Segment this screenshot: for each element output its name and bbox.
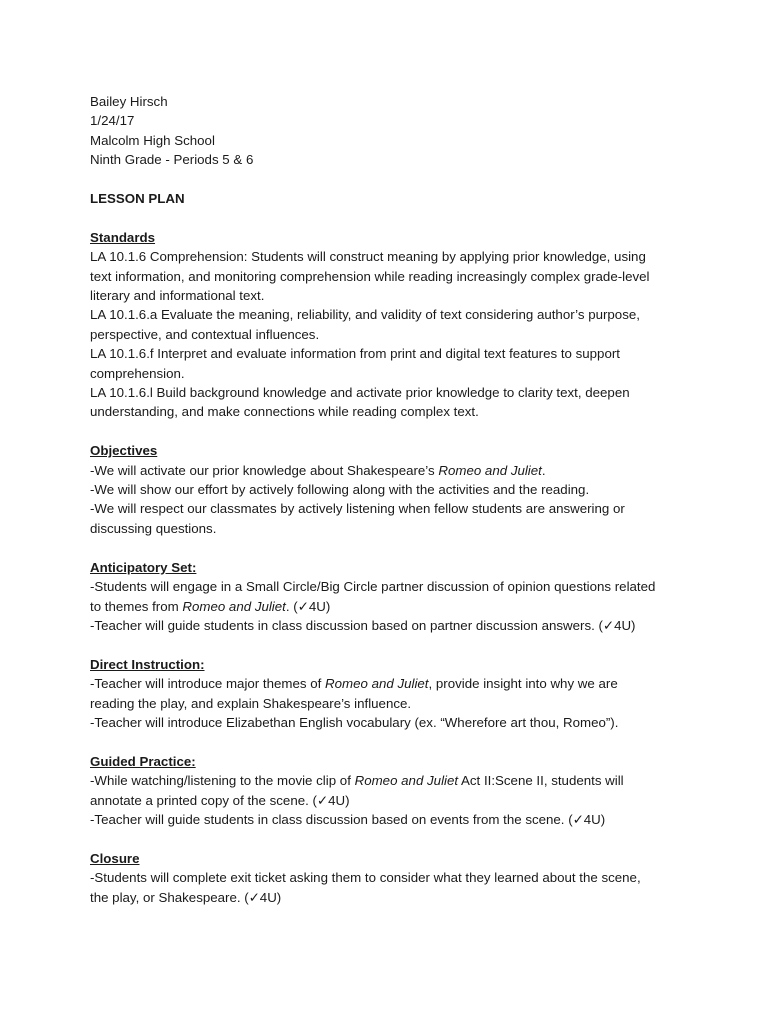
standards-line: LA 10.1.6.l Build background knowledge and activate prior knowledge to clarity text, deepen — [90, 385, 630, 401]
spacer — [90, 829, 690, 848]
direct-instruction-item: -Teacher will introduce Elizabethan English vocabulary (ex. “Wherefore art thou, Romeo”). — [90, 714, 619, 730]
play-title: Romeo and Juliet — [325, 676, 429, 692]
direct-instruction-heading: Direct Instruction: — [90, 656, 205, 672]
direct-instruction-section — [90, 655, 690, 733]
objective-item: -We will show our effort by actively following along with the activities and the reading. — [90, 482, 590, 498]
guided-practice-heading: Guided Practice: — [90, 753, 196, 769]
spacer — [90, 538, 690, 557]
standards-line: comprehension. — [90, 365, 185, 381]
standards-line: perspective, and contextual influences. — [90, 326, 320, 342]
guided-practice-item: -Teacher will guide students in class discussion based on events from the scene. (✓4U) — [90, 811, 606, 827]
objective-item: -We will respect our classmates by actively listening when fellow students are answering or — [90, 501, 625, 517]
spacer — [90, 170, 690, 189]
spacer — [90, 208, 690, 227]
objective-item: -We will activate our prior knowledge about Shakespeare’s Romeo and Juliet. — [90, 462, 546, 478]
closure-item: -Students will complete exit ticket asking them to consider what they learned about the scene, — [90, 870, 641, 886]
anticipatory-item-continued: to themes from Romeo and Juliet. (✓4U) — [90, 598, 331, 614]
anticipatory-item: -Students will engage in a Small Circle/Big Circle partner discussion of opinion questions related — [90, 579, 656, 595]
standards-line: understanding, and make connections while reading complex text. — [90, 404, 479, 420]
direct-instruction-item: -Teacher will introduce major themes of Romeo and Juliet, provide insight into why we are — [90, 676, 618, 692]
standards-heading: Standards — [90, 229, 156, 245]
play-title: Romeo and Juliet — [354, 773, 459, 789]
header-block — [90, 92, 690, 170]
closure-item-continued: the play, or Shakespeare. (✓4U) — [90, 889, 282, 905]
document-title: LESSON PLAN — [90, 191, 185, 207]
lesson-date: 1/24/17 — [90, 113, 135, 129]
standards-line: LA 10.1.6.a Evaluate the meaning, reliability, and validity of text considering author’s purpose, — [90, 307, 640, 323]
guided-practice-item-continued: annotate a printed copy of the scene. (✓4U) — [90, 792, 350, 808]
grade-periods: Ninth Grade - Periods 5 & 6 — [90, 152, 254, 168]
standards-line: literary and informational text. — [90, 288, 265, 304]
closure-heading: Closure — [90, 850, 140, 866]
objective-item-continued: discussing questions. — [90, 520, 217, 536]
guided-practice-item: -While watching/listening to the movie clip of Romeo and Juliet Act II:Scene II, students will — [90, 773, 624, 789]
direct-instruction-item-continued: reading the play, and explain Shakespeare’s influence. — [90, 695, 412, 711]
anticipatory-set-section — [90, 558, 690, 636]
standards-section — [90, 228, 690, 422]
school-name: Malcolm High School — [90, 132, 215, 148]
spacer — [90, 732, 690, 751]
standards-line: text information, and monitoring comprehension while reading increasingly complex grade-level — [90, 268, 650, 284]
anticipatory-item: -Teacher will guide students in class discussion based on partner discussion answers. (✓4U) — [90, 617, 636, 633]
spacer — [90, 635, 690, 654]
standards-line: LA 10.1.6.f Interpret and evaluate information from print and digital text features to support — [90, 346, 620, 362]
objectives-section — [90, 441, 690, 538]
play-title: Romeo and Juliet — [438, 462, 542, 478]
document-page — [90, 92, 690, 907]
anticipatory-set-heading: Anticipatory Set: — [90, 559, 197, 575]
standards-line: LA 10.1.6 Comprehension: Students will construct meaning by applying prior knowledge, using — [90, 249, 646, 265]
play-title: Romeo and Juliet — [182, 598, 286, 614]
guided-practice-section — [90, 752, 690, 830]
closure-section — [90, 849, 690, 907]
objectives-heading: Objectives — [90, 443, 158, 459]
author-name: Bailey Hirsch — [90, 94, 168, 109]
spacer — [90, 422, 690, 441]
